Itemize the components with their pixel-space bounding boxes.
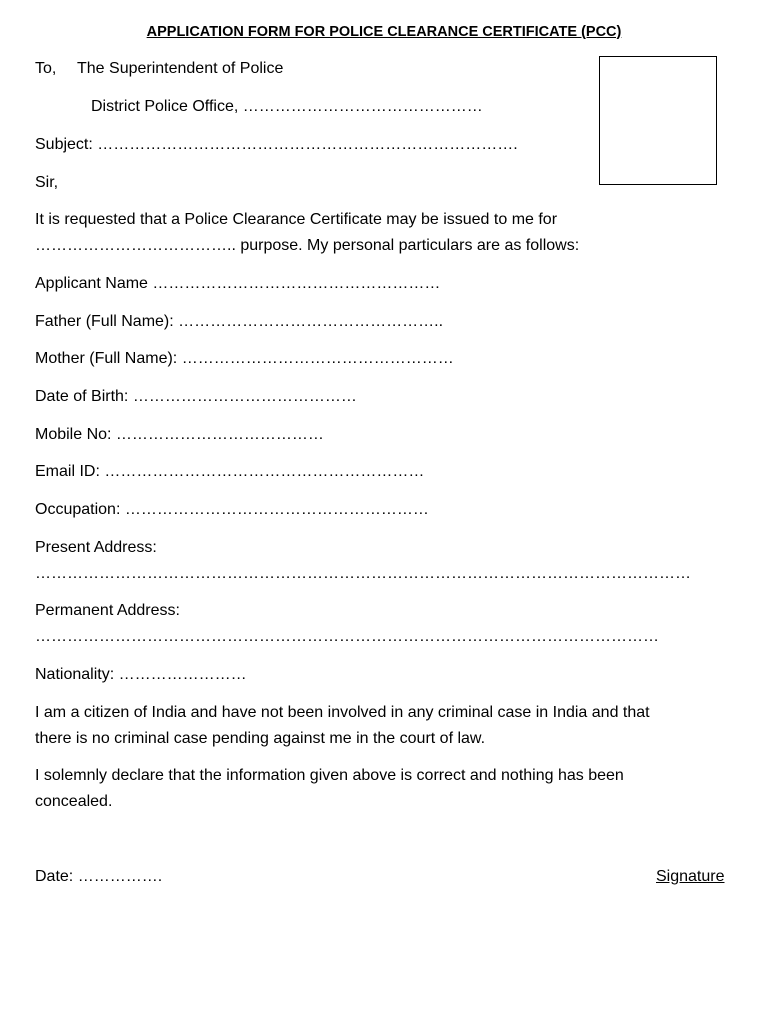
addressee-name: The Superintendent of Police [77,60,284,77]
solemn-declaration-line-1: I solemnly declare that the information given above is correct and nothing has been [35,767,624,784]
permanent-address-label: Permanent Address: [35,602,180,619]
form-title: APPLICATION FORM FOR POLICE CLEARANCE CERTIFICATE (PCC) [146,24,622,40]
salutation: Sir, [35,174,59,191]
request-line-2: ……………………………….. purpose. My personal particulars are as follows: [35,237,580,254]
to-label: To, [35,60,57,77]
applicant-name-field: Applicant Name ……………………………………………… [35,275,441,292]
citizen-declaration-line-1: I am a citizen of India and have not been involved in any criminal case in India and that [35,704,650,721]
nationality-field: Nationality: …………………… [35,666,247,683]
dob-field: Date of Birth: …………………………………… [35,388,357,405]
present-address-line: …………………………………………………………………………………………………………… [35,565,691,582]
occupation-field: Occupation: ………………………………………………… [35,501,429,518]
district-office-line: District Police Office, ……………………………………… [91,98,483,115]
subject-line: Subject: ……………………………………………………………………. [35,136,518,153]
father-name-field: Father (Full Name): ………………………………………….. [35,313,444,330]
email-field: Email ID: …………………………………………………… [35,463,425,480]
photo-box [599,56,717,185]
mother-name-field: Mother (Full Name): …………………………………………… [35,350,454,367]
solemn-declaration-line-2: concealed. [35,793,113,810]
present-address-label: Present Address: [35,539,157,556]
permanent-address-line: ……………………………………………………………………………………………………… [35,628,659,645]
mobile-field: Mobile No: ………………………………… [35,426,324,443]
date-field: Date: ……………. [35,868,163,885]
citizen-declaration-line-2: there is no criminal case pending against me in the court of law. [35,730,486,747]
signature-label: Signature [656,868,725,885]
request-line-1: It is requested that a Police Clearance Certificate may be issued to me for [35,211,558,228]
